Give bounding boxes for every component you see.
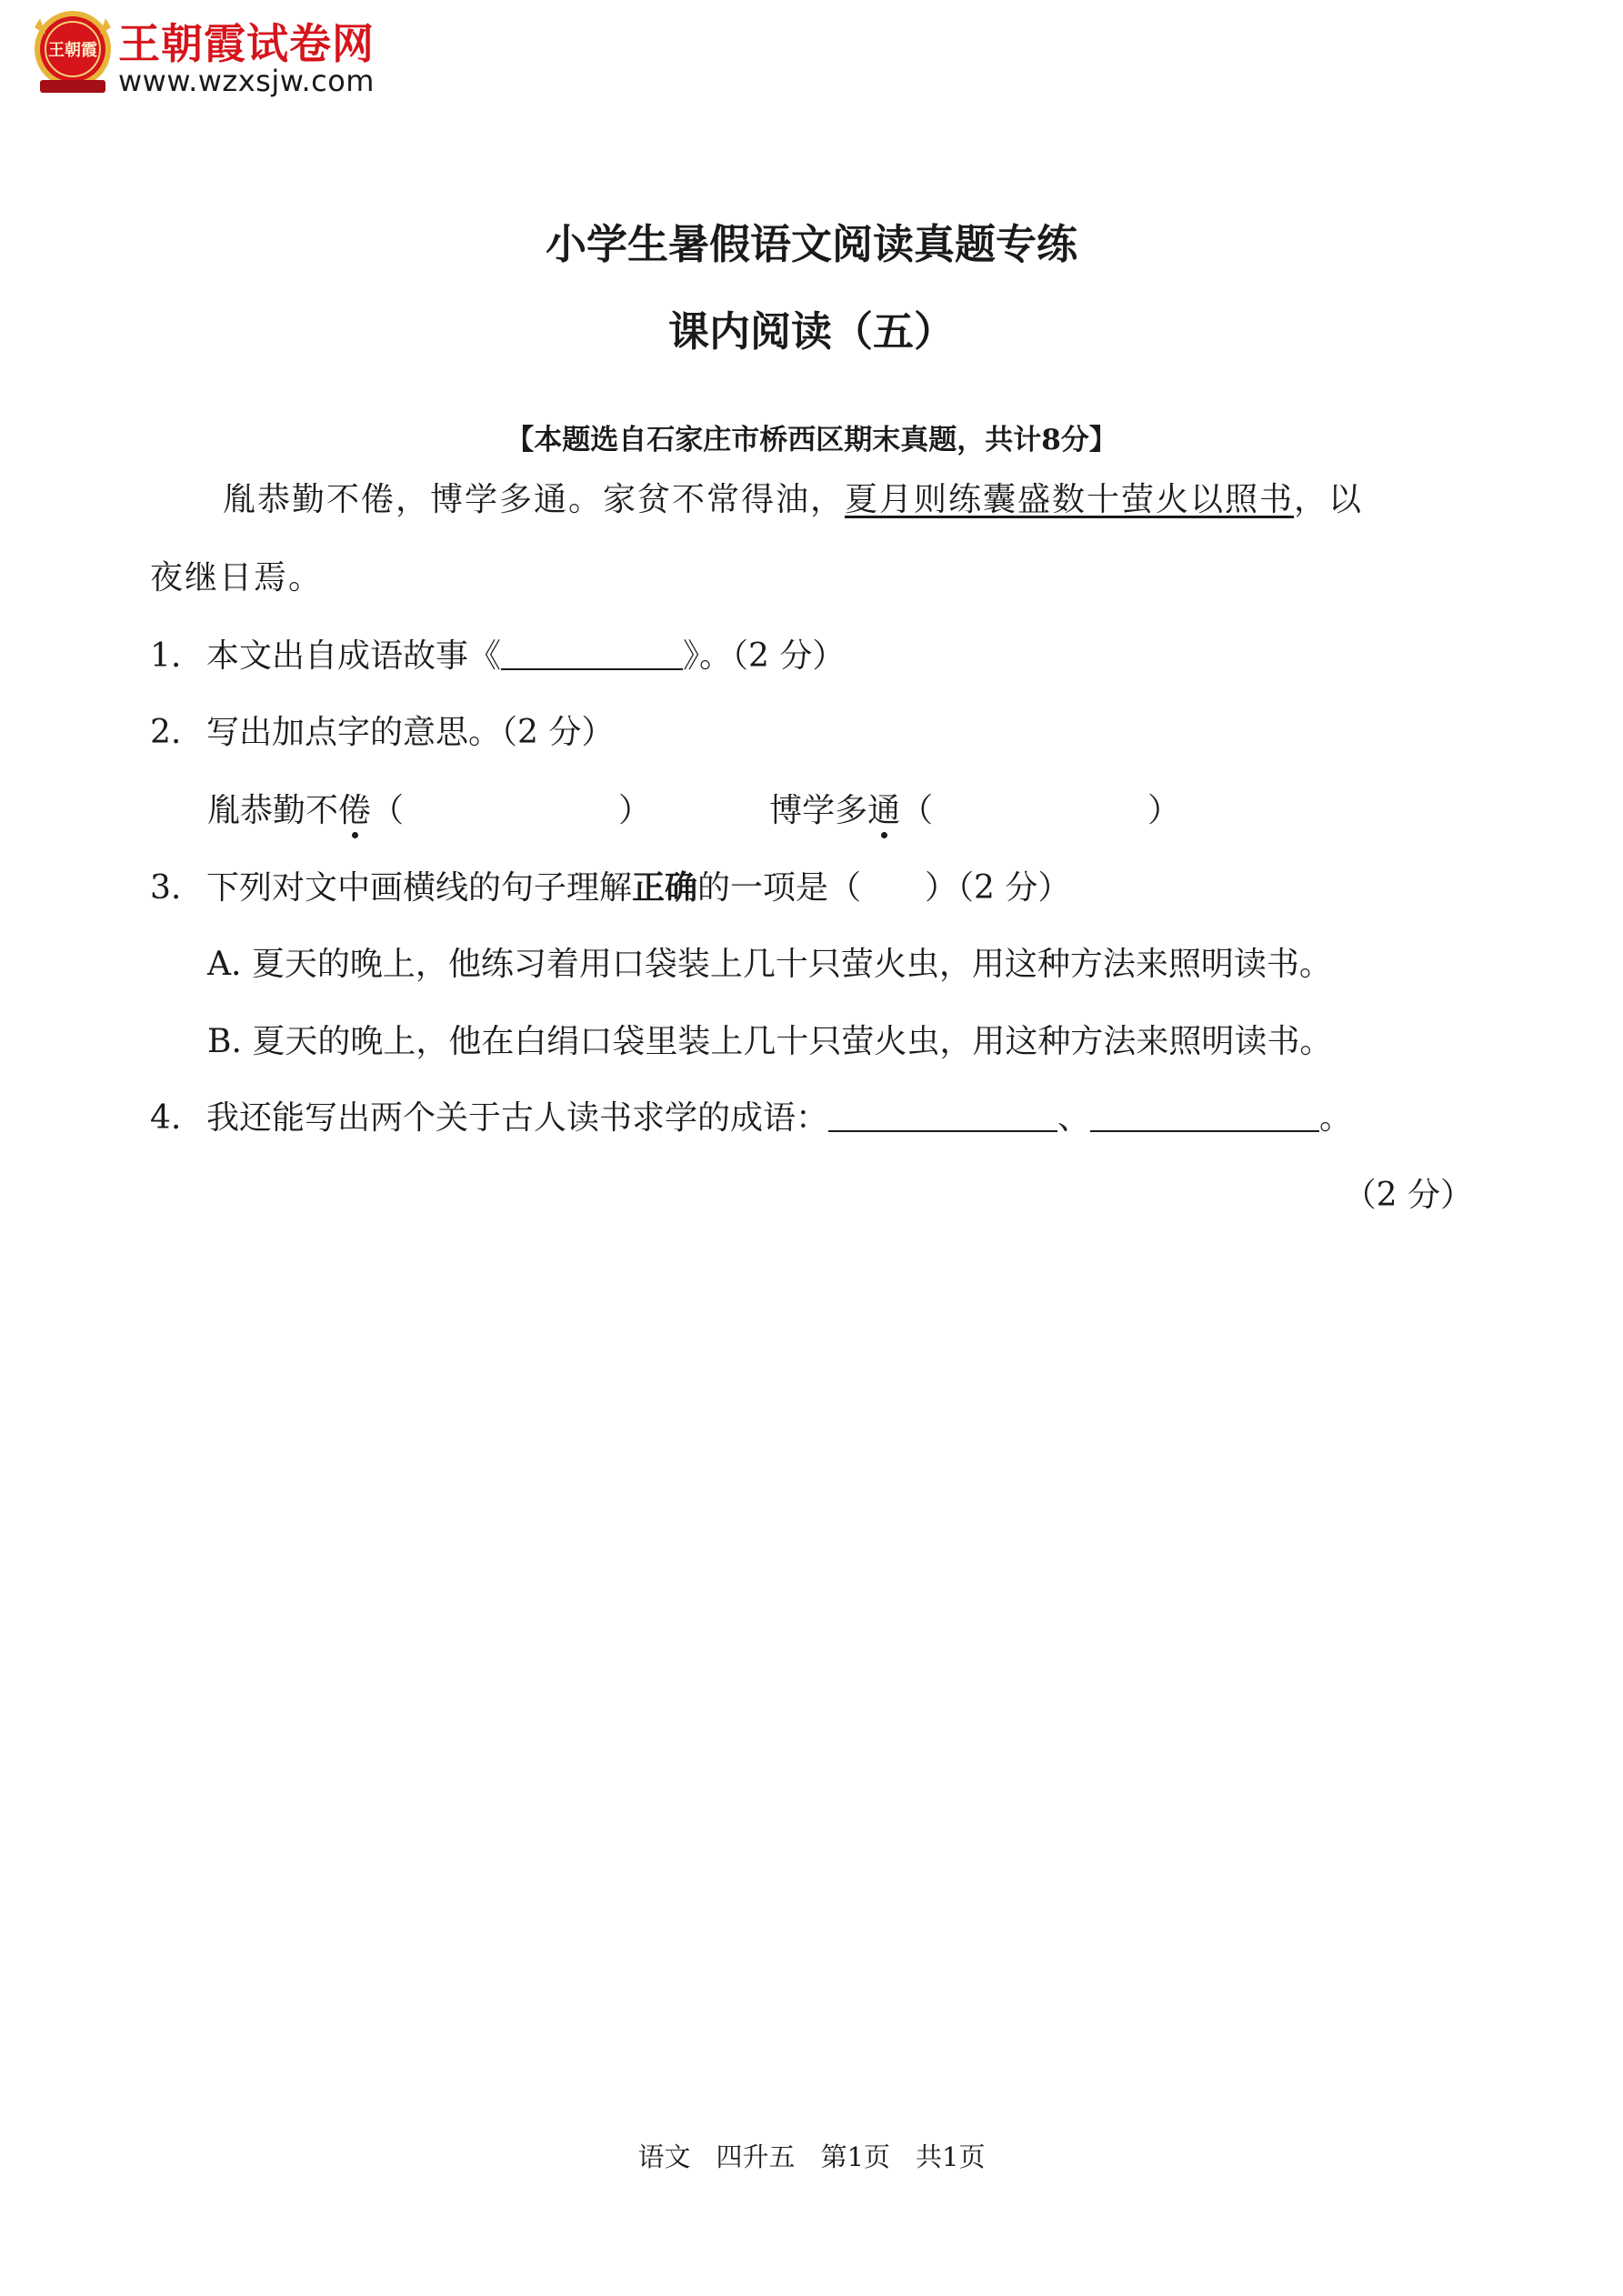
paren-open: （ xyxy=(371,792,405,829)
footer-subject: 语文 xyxy=(637,2141,691,2172)
question-number: 4. xyxy=(150,1099,182,1137)
footer-grade: 四升五 xyxy=(716,2141,796,2172)
footer-total: 共1页 xyxy=(916,2141,986,2172)
dotted-character: 通 xyxy=(867,792,901,829)
page-title: 小学生暑假语文阅读真题专练 xyxy=(545,220,1077,268)
phrase-text: 博学多 xyxy=(769,792,868,829)
page-footer xyxy=(0,2137,1623,2174)
passage-line-2: 夜继日焉。 xyxy=(150,559,324,597)
footer-page: 第1页 xyxy=(820,2141,891,2172)
badge-emblem-icon xyxy=(27,7,118,98)
question-text: ）（2 分） xyxy=(925,869,1071,907)
question-text: 》。（2 分） xyxy=(683,637,846,675)
question-number: 1. xyxy=(150,637,182,675)
page-subtitle: 课内阅读（五） xyxy=(667,307,955,356)
question-source-note: 【本题选自石家庄市桥西区期末真题，共计8分】 xyxy=(506,424,1117,456)
question-text: 本文出自成语故事《 xyxy=(206,637,502,675)
brand-name: 王朝霞试卷网 xyxy=(118,19,375,68)
option-a[interactable]: A. 夏天的晚上，他练习着用口袋装上几十只萤火虫，用这种方法来照明读书。 xyxy=(207,946,1332,983)
question-number: 3. xyxy=(150,869,182,907)
option-b[interactable]: B. 夏天的晚上，他在白绢口袋里装上几十只萤火虫，用这种方法来照明读书。 xyxy=(207,1023,1333,1060)
passage-text: 胤恭勤不倦，博学多通。家贫不常得油， xyxy=(223,481,846,518)
answer-blank[interactable] xyxy=(1090,1099,1319,1132)
question-2-items xyxy=(207,791,1180,831)
dotted-character: 倦 xyxy=(338,792,372,829)
phrase-text: 胤恭勤不 xyxy=(207,792,339,829)
question-4 xyxy=(150,1098,1352,1138)
passage-text: ，以 xyxy=(1294,481,1364,518)
end-punct: 。 xyxy=(1319,1099,1353,1137)
question-3 xyxy=(150,868,1070,908)
question-4-score: （2 分） xyxy=(1343,1177,1473,1214)
paren-close: ） xyxy=(618,792,652,829)
answer-blank[interactable] xyxy=(828,1099,1057,1132)
question-text: 的一项是（ xyxy=(697,869,862,907)
answer-blank[interactable] xyxy=(501,637,683,670)
question-2 xyxy=(150,713,614,753)
paren-open: （ xyxy=(900,792,934,829)
separator: 、 xyxy=(1057,1099,1091,1137)
question-1 xyxy=(150,637,845,677)
svg-text:王朝霞: 王朝霞 xyxy=(48,41,97,60)
question-text: 下列对文中画横线的句子理解 xyxy=(206,869,633,907)
brand-url[interactable]: www.wzxsjw.com xyxy=(118,64,375,98)
question-text: 写出加点字的意思。（2 分） xyxy=(206,714,615,751)
question-text: 我还能写出两个关于古人读书求学的成语： xyxy=(206,1099,829,1137)
emphasis-text: 正确 xyxy=(632,869,698,907)
underlined-sentence: 夏月则练囊盛数十萤火以照书 xyxy=(845,481,1295,518)
question-number: 2. xyxy=(150,714,182,751)
passage-line-1 xyxy=(223,480,1363,520)
paren-close: ） xyxy=(1147,792,1181,829)
site-logo xyxy=(27,7,409,107)
